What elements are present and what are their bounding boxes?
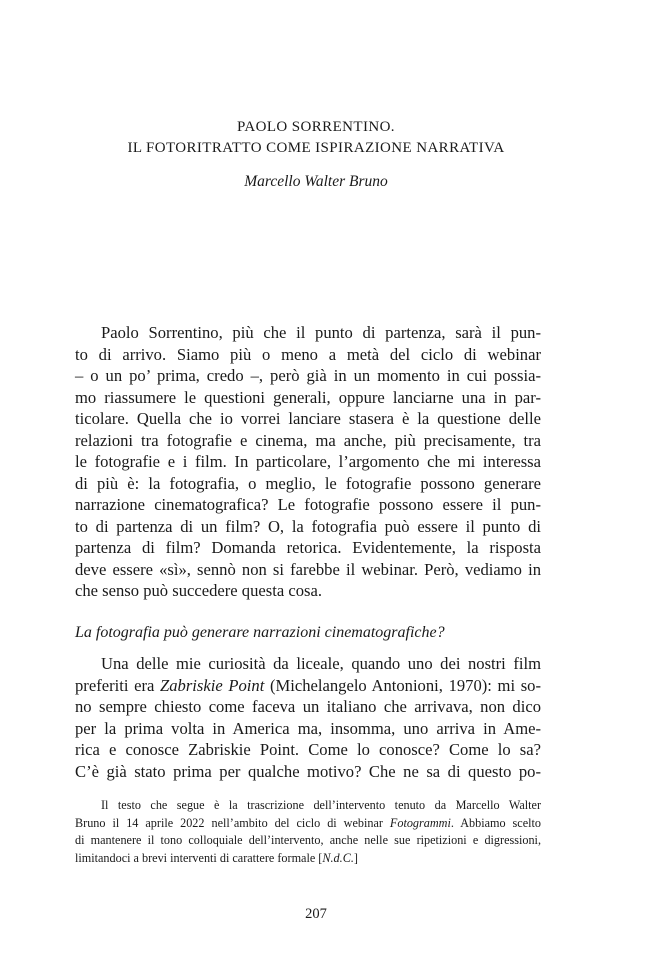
text-segment: (Michelangelo Antonioni, 1970): mi so- (264, 675, 541, 695)
article-title (0, 117, 632, 159)
text-segment: limitandoci a brevi interventi di carattere formale [ (75, 850, 323, 865)
paragraph-line: ticolare. Quella che io vorrei lanciare stasera è la questione delle (75, 409, 541, 428)
text-segment: ] (353, 850, 358, 865)
paragraph-line: to di arrivo. Siamo più o meno a metà del ciclo di webinar (75, 344, 541, 364)
text-segment: preferiti era (75, 675, 161, 695)
editor-note: N.d.C. (322, 850, 354, 865)
paragraph-line: relazioni tra fotografie e cinema, ma anche, più precisamente, tra (75, 430, 541, 450)
paragraph-line: partenza di film? Domanda retorica. Evidentemente, la risposta (75, 538, 541, 557)
page-number: 207 (305, 906, 327, 922)
footnote-line (75, 850, 541, 868)
paragraph-line: Paolo Sorrentino, più che il punto di partenza, sarà il pun- (101, 323, 541, 342)
text-segment: . Abbiamo scelto (450, 815, 541, 830)
paragraph-line: di più è: la fotografia, o meglio, le fotografie possono generare (75, 473, 541, 493)
paragraph-2 (75, 653, 541, 782)
section-heading: La fotografia può generare narrazioni cinematografiche? (75, 624, 445, 641)
text-segment: Bruno il 14 aprile 2022 nell’ambito del ciclo di webinar (75, 815, 390, 830)
author-name: Marcello Walter Bruno (244, 173, 388, 190)
paragraph-line: no sempre chiesto come faceva un italiano che arrivava, non dico (75, 697, 541, 716)
footnote (75, 797, 541, 867)
paragraph-line: deve essere «sì», sennò non si farebbe il webinar. Però, vediamo in (75, 559, 541, 579)
webinar-title: Fotogrammi (389, 815, 451, 830)
paragraph-line (75, 675, 541, 697)
paragraph-line: Una delle mie curiosità da liceale, quando uno dei nostri film (101, 654, 541, 673)
paragraph-line: che senso può succedere questa cosa. (75, 581, 322, 600)
paragraph-line: to di partenza di un film? O, la fotografia può essere il punto di (75, 516, 541, 536)
paragraph-line: narrazione cinematografica? Le fotografie possono essere il pun- (75, 495, 541, 514)
paragraph-line: – o un po’ prima, credo –, però già in un momento in cui possia- (75, 366, 541, 385)
paragraph-1 (75, 322, 541, 602)
paragraph-line: C’è già stato prima per qualche motivo? Che ne sa di questo po- (75, 761, 541, 781)
title-line-2: IL FOTORITRATTO COME ISPIRAZIONE NARRATIVA (127, 140, 505, 156)
footnote-line: Il testo che segue è la trascrizione dell’intervento tenuto da Marcello Walter (101, 798, 541, 812)
footnote-line: di mantenere il tono colloquiale dell’intervento, anche nelle sue ripetizioni e digressioni, (75, 833, 541, 848)
paragraph-line: mo riassumere le questioni generali, oppure lanciarne una in par- (75, 387, 541, 407)
footnote-line (75, 815, 541, 833)
title-line-1: PAOLO SORRENTINO. (237, 119, 395, 135)
film-title: Zabriskie Point (160, 675, 265, 695)
paragraph-line: le fotografie e i film. In particolare, l’argomento che mi interessa (75, 452, 541, 471)
paragraph-line: per la prima volta in America ma, insomma, uno arriva in Ame- (75, 718, 541, 738)
paragraph-line: rica e conosce Zabriskie Point. Come lo conosce? Come lo sa? (75, 740, 541, 759)
